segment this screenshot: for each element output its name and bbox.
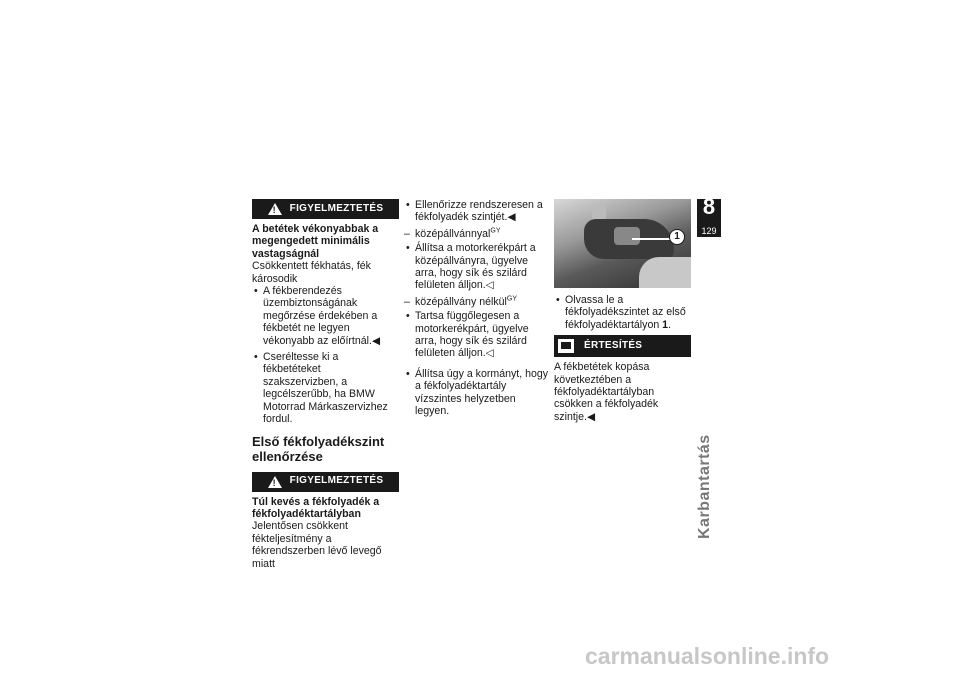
list-item: • Ellenőrizze rendszeresen a fékfolyadék szintjét.◀ [404, 199, 550, 224]
chapter-tab [696, 194, 721, 539]
warning-banner [252, 199, 399, 219]
page-number: 129 [701, 226, 717, 236]
warning-banner [252, 472, 399, 492]
section-title: Első fékfolyadékszint ellenőrzése [252, 433, 385, 464]
watermark-text: carmanualsonline.info [585, 643, 830, 669]
bullet-list [404, 310, 550, 417]
notice-icon [558, 339, 574, 353]
notice-banner [554, 335, 691, 357]
warning-triangle-icon [268, 476, 282, 488]
warning-text: Jelentősen csökkent fékteljesítmény a fékrendszerben lévő levegő miatt [252, 520, 382, 570]
brake-reservoir-photo [554, 199, 691, 288]
list-item: • Állítsa úgy a kormányt, hogy a fékfolyadéktartály vízszintes helyzetben legyen. [404, 368, 550, 418]
photo-detail [614, 227, 640, 245]
column-3 [554, 199, 691, 423]
condition-item [404, 296, 550, 308]
bullet-list [554, 294, 691, 331]
notice-label: ÉRTESÍTÉS [584, 340, 643, 352]
bullet-list [252, 285, 399, 425]
condition-superscript: GY [490, 227, 501, 235]
list-item-period: . [668, 318, 672, 331]
list-item: • Cseréltesse ki a fékbetéteket szakszervizben, a legcélszerűbb, ha BMW Motorrad Márkaszervizhez fordul. [252, 351, 399, 425]
condition-superscript: GY [506, 295, 517, 303]
warning-label: FIGYELMEZTETÉS [289, 475, 384, 487]
condition-text: középállvánnyal [415, 227, 491, 240]
list-item: • Tartsa függőlegesen a motorkerékpárt, ügyelve arra, hogy sík és szilárd felületen álljon.◁ [404, 310, 550, 360]
warning-title: A betétek vékonyabbak a megengedett minimális vastagságnál [252, 223, 379, 260]
bullet-list [404, 199, 550, 224]
warning-label: FIGYELMEZTETÉS [289, 202, 384, 214]
list-item: • A fékberendezés üzembiztonságának megőrzése érdekében a fékbetét ne legyen vékonyabb az előírtnál.◀ [252, 285, 399, 347]
chapter-title: Karbantartás [696, 434, 713, 539]
bullet-list [404, 242, 550, 292]
list-item: • Állítsa a motorkerékpárt a középállványra, ügyelve arra, hogy sík és szilárd felületen álljon.◁ [404, 242, 550, 292]
callout-leader-line [632, 238, 670, 240]
condition-item [404, 228, 550, 240]
notice-text: A fékbetétek kopása következtében a fékfolyadéktartályban csökken a fékfolyadék szintje.◀ [554, 361, 659, 423]
photo-detail [639, 257, 691, 288]
list-item-text: Olvassa le a fékfolyadékszintet az első fékfolyadéktartályon [565, 294, 686, 331]
chapter-number: 8 [697, 199, 721, 237]
warning-title: Túl kevés a fékfolyadék a fékfolyadéktartályban [252, 495, 380, 520]
reference-number: 1 [662, 318, 669, 331]
callout-marker: 1 [669, 229, 685, 245]
warning-triangle-icon [268, 203, 282, 215]
condition-text: középállvány nélkül [415, 295, 507, 308]
column-2 [404, 199, 550, 422]
column-1 [252, 199, 399, 570]
warning-text: Csökkentett fékhatás, fék károsodik [252, 260, 371, 285]
list-item [554, 294, 691, 331]
